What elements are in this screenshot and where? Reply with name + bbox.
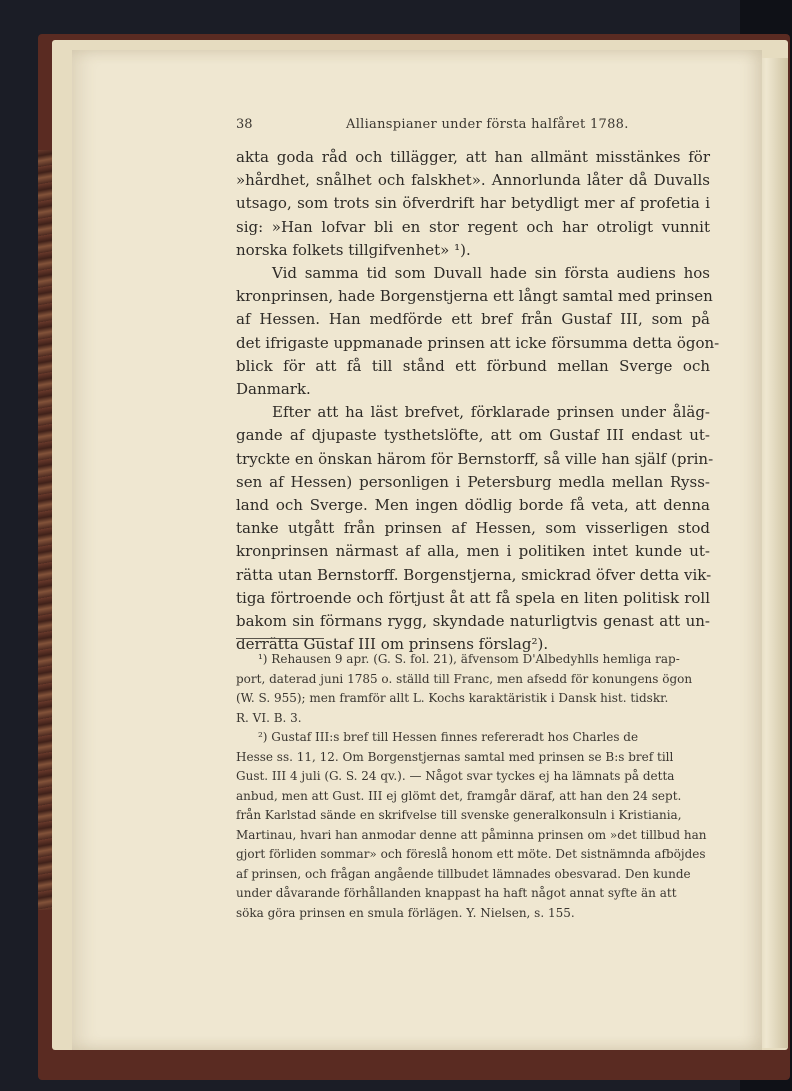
text-line: tryckte en önskan härom för Bernstorff, så ville han själf (prin- [236,449,714,468]
text-line: sen af Hessen) personligen i Petersburg medla mellan Ryss- [236,472,710,491]
footnote-line: söka göra prinsen en smula förlägen. Y. Nielsen, s. 155. [236,905,575,920]
footnote-line: gjort förliden sommar» och föreslå honom ett möte. Det sistnämnda afböjdes [236,847,706,861]
body-text [236,146,720,656]
text-line: utsago, som trots sin öfverdrift har betydligt mer af profetia i [236,194,710,213]
footnote-line: Hesse ss. 11, 12. Om Borgenstjernas samtal med prinsen se B:s bref till [236,749,674,764]
footnote-line: R. VI. B. 3. [236,710,302,725]
footnote-1 [236,650,710,728]
text-line: blick för att få till stånd ett förbund mellan Sverge och [236,356,710,375]
footnote-line: af prinsen, och frågan angående tillbudet lämnades obesvarad. Den kunde [236,866,691,881]
footnote-line: under dåvarande förhållanden knappast ha haft något annat syfte än att [236,886,677,900]
footnote-2 [236,728,710,923]
footnotes [236,650,710,923]
text-line: gande af djupaste tysthetslöfte, att om Gustaf III endast ut- [236,426,710,445]
text-line: kronprinsen, hade Borgenstjerna ett långt samtal med prinsen [236,287,713,306]
paragraph-2 [236,262,720,401]
text-line: Danmark. [236,380,311,399]
footnote-line: anbud, men att Gust. III ej glömt det, framgår däraf, att han den 24 sept. [236,788,682,803]
text-line: sig: »Han lofvar bli en stor regent och har otroligt vunnit [236,217,710,236]
text-line: derrätta Gustaf III om prinsens förslag²). [236,635,549,654]
footnote-line: från Karlstad sände en skrifvelse till svenske generalkonsuln i Kristiania, [236,808,682,822]
text-line: Vid samma tid som Duvall hade sin första audiens hos [272,264,710,283]
text-line: akta goda råd och tillägger, att han allmänt misstänkes för [236,148,710,166]
footnote-line: (W. S. 955); men framför allt L. Kochs karaktäristik i Dansk hist. tidskr. [236,691,669,705]
text-line: det ifrigaste uppmanade prinsen att icke försumma detta ögon- [236,333,720,352]
text-line: tiga förtroende och förtjust åt att få spela en liten politisk roll [236,588,710,607]
running-title: Allianspianer under första halfåret 1788. [346,117,629,132]
text-line: norska folkets tillgifvenhet» ¹). [236,240,471,259]
paragraph-1 [236,146,710,262]
text-line: af Hessen. Han medförde ett bref från Gustaf III, som på [236,310,710,329]
text-line: rätta utan Bernstorff. Borgenstjerna, smickrad öfver detta vik- [236,565,712,584]
page-number: 38 [236,117,253,132]
text-line: tanke utgått från prinsen af Hessen, som visserligen stod [236,519,710,538]
footnote-line: port, daterad juni 1785 o. ställd till Franc, men afsedd för konungens ögon [236,671,693,686]
running-head [0,117,792,139]
footnote-line: ²) Gustaf III:s bref till Hessen finnes refereradt hos Charles de [258,730,639,744]
text-line: kronprinsen närmast af alla, men i politiken intet kunde ut- [236,542,710,561]
text-line: »hårdhet, snålhet och falskhet». Annorlunda låter då Duvalls [236,171,710,190]
footnote-line: Gust. III 4 juli (G. S. 24 qv.). — Något svar tyckes ej ha lämnats på detta [236,769,675,783]
text-line: land och Sverge. Men ingen dödlig borde få veta, att denna [236,496,710,515]
footnote-divider [236,638,324,639]
paragraph-3 [236,401,714,656]
footnote-line: Martinau, hvari han anmodar denne att påminna prinsen om »det tillbud han [236,827,707,842]
text-line: Efter att ha läst brefvet, förklarade prinsen under åläg- [272,403,710,422]
text-line: bakom sin förmans rygg, skyndade naturligtvis genast att un- [236,612,710,631]
footnote-line: ¹) Rehausen 9 apr. (G. S. fol. 21), äfvensom D'Albedyhlls hemliga rap- [258,652,680,666]
